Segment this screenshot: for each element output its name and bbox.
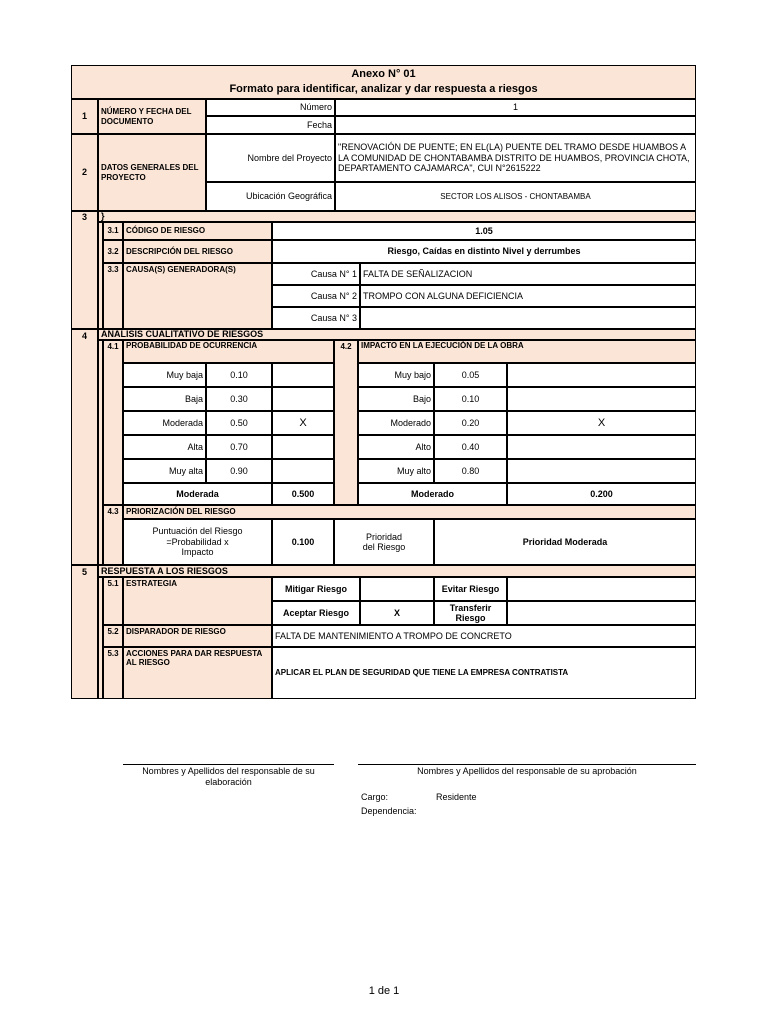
prioridad-label-1: Prioridad (365, 531, 403, 542)
section-4-title: ANÁLISIS CUALITATIVO DE RIESGOS (98, 329, 696, 340)
prob-row-5-label: Muy alta (123, 459, 206, 483)
section-2-label: DATOS GENERALES DEL PROYECTO (98, 134, 206, 211)
acciones-value: APLICAR EL PLAN DE SEGURIDAD QUE TIENE LA EMPRESA CONTRATISTA (272, 647, 696, 699)
imp-row-3-value: 0.20 (434, 411, 507, 435)
formula-line-1: Puntuación del Riesgo (152, 526, 243, 537)
prob-row-4-mark (272, 435, 334, 459)
section-1-label: NÚMERO Y FECHA DEL DOCUMENTO (98, 99, 206, 134)
codigo-label: CÓDIGO DE RIESGO (123, 222, 272, 240)
proyecto-value: "RENOVACIÓN DE PUENTE; EN EL(LA) PUENTE DEL TRAMO DESDE HUAMBOS A LA COMUNIDAD DE CHONTABAMBA DISTRITO DE HUAMBOS, PROVINCIA CHOTA, DEPARTAMENTO CAJAMARCA", CUI N°2615222 (335, 134, 696, 182)
numero-value: 1 (335, 99, 696, 116)
imp-row-1-value: 0.05 (434, 363, 507, 387)
descripcion-label: DESCRIPCIÓN DEL RIESGO (123, 240, 272, 263)
codigo-num: 3.1 (103, 222, 123, 240)
fecha-label: Fecha (206, 116, 335, 134)
ubicacion-value: SECTOR LOS ALISOS - CHONTABAMBA (335, 182, 696, 211)
section-4-number: 4 (71, 329, 98, 565)
section-5-number: 5 (71, 565, 98, 699)
causas-num: 3.3 (103, 263, 123, 329)
risk-score: 0.100 (272, 519, 334, 565)
signature-line-right (358, 764, 696, 765)
signature-line-left (123, 764, 334, 765)
disparador-value: FALTA DE MANTENIMIENTO A TROMPO DE CONCRETO (272, 625, 696, 647)
disparador-num: 5.2 (103, 625, 123, 647)
aceptar-label: Aceptar Riesgo (272, 601, 360, 625)
fecha-value (335, 116, 696, 134)
proyecto-label: Nombre del Proyecto (206, 134, 335, 182)
imp-row-4-value: 0.40 (434, 435, 507, 459)
prioridad-label-2: del Riesgo (362, 542, 406, 552)
prob-row-5-mark (272, 459, 334, 483)
mitigar-mark (360, 577, 434, 601)
section-5-title: RESPUESTA A LOS RIESGOS (98, 565, 696, 577)
mitigar-label: Mitigar Riesgo (272, 577, 360, 601)
cargo-label: Cargo: (361, 792, 389, 802)
prob-row-2-value: 0.30 (206, 387, 272, 411)
causa-3-label: Causa N° 3 (272, 307, 360, 329)
formula-line-2: =Probabilidad x (166, 536, 229, 547)
imp-row-5-mark (507, 459, 696, 483)
signature-left-text (123, 766, 334, 788)
imp-row-2-label: Bajo (358, 387, 434, 411)
imp-row-4-label: Alto (358, 435, 434, 459)
signature-left-line-1: Nombres y Apellidos del responsable de su (142, 766, 315, 776)
section-2-number: 2 (71, 134, 98, 211)
section-1-number: 1 (71, 99, 98, 134)
imp-row-5-label: Muy alto (358, 459, 434, 483)
imp-row-1-label: Muy bajo (358, 363, 434, 387)
prob-row-1-label: Muy baja (123, 363, 206, 387)
prob-row-4-value: 0.70 (206, 435, 272, 459)
form-header (71, 65, 696, 99)
imp-row-4-mark (507, 435, 696, 459)
section-3-title: } (98, 211, 696, 222)
probabilidad-label: PROBABILIDAD DE OCURRENCIA (123, 340, 334, 363)
estrategia-label: ESTRATEGIA (123, 577, 272, 625)
causa-1-value: FALTA DE SEÑALIZACION (360, 263, 696, 285)
prob-row-3-value: 0.50 (206, 411, 272, 435)
imp-row-3-mark: X (507, 411, 696, 435)
imp-row-1-mark (507, 363, 696, 387)
descripcion-num: 3.2 (103, 240, 123, 263)
prob-result-value: 0.500 (272, 483, 334, 505)
aceptar-mark: X (360, 601, 434, 625)
prob-row-1-value: 0.10 (206, 363, 272, 387)
prob-result-label: Moderada (123, 483, 272, 505)
prob-row-3-mark: X (272, 411, 334, 435)
signature-right-text: Nombres y Apellidos del responsable de su aprobación (417, 766, 637, 776)
impacto-label: IMPACTO EN LA EJECUCIÓN DE LA OBRA (358, 340, 696, 363)
prioridad-label-cell (334, 519, 434, 565)
causa-3-value (360, 307, 696, 329)
transferir-label (434, 601, 507, 625)
priorizacion-num: 4.3 (103, 505, 123, 565)
numero-label: Número (206, 99, 335, 116)
transferir-line-2: Riesgo (455, 613, 486, 623)
descripcion-value: Riesgo, Caídas en distinto Nivel y derrumbes (272, 240, 696, 263)
probabilidad-num: 4.1 (103, 340, 123, 505)
transferir-mark (507, 601, 696, 625)
transferir-line-1: Transferir (449, 602, 492, 613)
disparador-label: DISPARADOR DE RIESGO (123, 625, 272, 647)
prob-row-5-value: 0.90 (206, 459, 272, 483)
prioridad-value: Prioridad Moderada (434, 519, 696, 565)
section-3-number: 3 (71, 211, 98, 329)
form-title: Anexo N° 01 (351, 68, 416, 81)
dependencia-label: Dependencia: (361, 806, 417, 816)
prob-row-2-label: Baja (123, 387, 206, 411)
evitar-label: Evitar Riesgo (434, 577, 507, 601)
imp-row-3-label: Moderado (358, 411, 434, 435)
formula-cell (123, 519, 272, 565)
imp-result-label: Moderado (358, 483, 507, 505)
ubicacion-label: Ubicación Geográfica (206, 182, 335, 211)
impacto-num: 4.2 (334, 340, 358, 505)
prob-row-2-mark (272, 387, 334, 411)
codigo-value: 1.05 (272, 222, 696, 240)
imp-row-2-mark (507, 387, 696, 411)
imp-result-value: 0.200 (507, 483, 696, 505)
evitar-mark (507, 577, 696, 601)
acciones-num: 5.3 (103, 647, 123, 699)
causa-1-label: Causa N° 1 (272, 263, 360, 285)
prob-row-3-label: Moderada (123, 411, 206, 435)
acciones-label: ACCIONES PARA DAR RESPUESTA AL RIESGO (123, 647, 272, 699)
estrategia-num: 5.1 (103, 577, 123, 625)
cargo-value: Residente (436, 792, 477, 802)
prob-row-1-mark (272, 363, 334, 387)
prob-row-4-label: Alta (123, 435, 206, 459)
form-subtitle: Formato para identificar, analizar y dar respuesta a riesgos (229, 83, 538, 95)
signature-left-line-2: elaboración (205, 776, 252, 787)
formula-line-3: Impacto (181, 547, 214, 558)
priorizacion-label: PRIORIZACIÓN DEL RIESGO (123, 505, 696, 519)
causas-label: CAUSA(S) GENERADORA(S) (123, 263, 272, 329)
causa-2-value: TROMPO CON ALGUNA DEFICIENCIA (360, 285, 696, 307)
page-number: 1 de 1 (368, 985, 400, 997)
imp-row-5-value: 0.80 (434, 459, 507, 483)
causa-2-label: Causa N° 2 (272, 285, 360, 307)
imp-row-2-value: 0.10 (434, 387, 507, 411)
